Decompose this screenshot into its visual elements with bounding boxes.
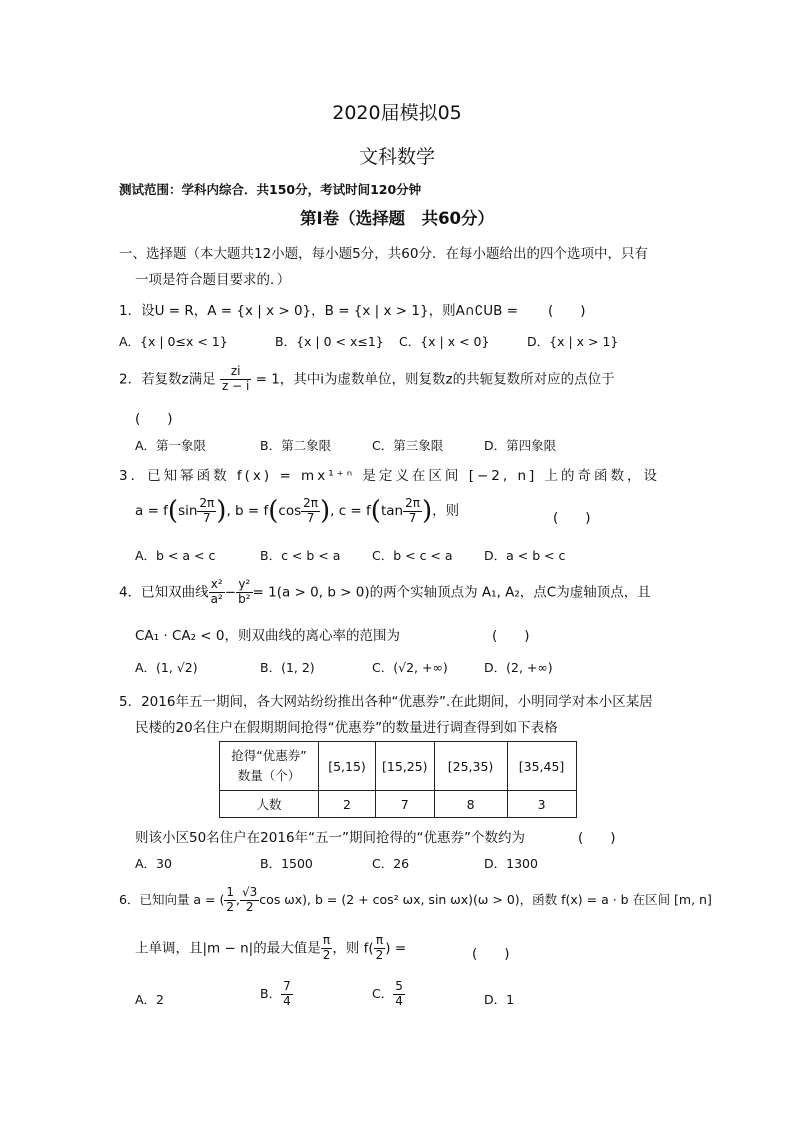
q1-option-d: D．{x | x > 1}: [527, 334, 619, 349]
q1-stem: 1．设U = R，A = {x | x > 0}，B = {x | x > 1}，则A∩∁UB =: [119, 303, 519, 319]
q3-tan: tan: [380, 503, 404, 519]
q3-frac-c-den: 7: [408, 510, 417, 525]
q6-pre: 6．已知向量 a = (: [119, 891, 225, 907]
q6-option-d: D．1: [484, 992, 515, 1007]
q1-option-a: A．{x | 0≤x < 1}: [119, 334, 228, 349]
q6-line2-pre: 上单调，且|m − n|的最大值是: [135, 940, 321, 957]
q3-cos: cos: [278, 503, 302, 519]
test-scope: 测试范围：学科内综合．共150分，考试时间120分钟: [119, 182, 422, 197]
q5-option-c: C．26: [372, 856, 410, 871]
q3-paren-close-c: ): [421, 496, 433, 526]
q5-option-a: A．30: [135, 856, 172, 871]
q4-frac-x-den: a²: [210, 591, 223, 606]
q3-paren-close-b: ): [319, 496, 331, 526]
q3-post: ，则: [432, 503, 460, 519]
table-header-line-1: 抢得“优惠券”: [231, 748, 307, 763]
q6-option-b-den: 4: [283, 993, 291, 1008]
q2-option-c: C．第三象限: [372, 438, 444, 453]
q6-answer-paren: ( ): [472, 946, 510, 962]
table-range-cell: [25,35): [434, 742, 507, 791]
q3-frac-a-den: 7: [203, 510, 211, 525]
q5-stem-line-3: 则该小区50名住户在2016年“五一”期间抢得的“优惠券”个数约为: [135, 830, 526, 846]
q6-line2-post: ) =: [385, 940, 407, 957]
q6-option-a: A．2: [135, 992, 165, 1007]
q6-option-c-frac: [393, 980, 405, 1009]
q6-sep: ,: [236, 891, 241, 907]
q3-answer-paren: ( ): [553, 510, 591, 526]
q3-frac-a-num: 2π: [199, 495, 215, 510]
q5-stem-line-2: 民楼的20名住户在假期期间抢得“优惠券”的数量进行调查得到如下表格: [135, 720, 558, 736]
table-header-cell: [220, 742, 319, 791]
table-count-cell: 3: [507, 791, 576, 818]
q3-paren-open-b: (: [268, 496, 279, 526]
subject-title: 文科数学: [358, 146, 435, 168]
table-count-cell: 2: [319, 791, 376, 818]
table-count-cell: 7: [376, 791, 435, 818]
q5-option-d: D．1300: [484, 856, 538, 871]
table-row: [220, 742, 577, 791]
q3-paren-open-c: (: [370, 496, 381, 526]
table-range-cell: [35,45]: [507, 742, 576, 791]
instructions-line-1: 一、选择题（本大题共12小题，每小题5分，共60分．在每小题给出的四个选项中，只有: [119, 246, 648, 262]
q6-option-c-num: 5: [395, 979, 403, 993]
table-range-cell: [5,15): [319, 742, 376, 791]
q6-stem-line-1: [119, 886, 712, 915]
q6-frac-sqrt3: [240, 886, 259, 915]
q3-b-pre: , b = f: [226, 503, 269, 519]
q6-option-c-den: 4: [395, 993, 403, 1008]
q6-frac-pi-den: 2: [322, 947, 331, 962]
q2-stem: [119, 365, 615, 394]
q5-answer-paren: ( ): [578, 830, 616, 846]
q4-frac-y: [236, 578, 252, 607]
q6-option-b-frac: [281, 980, 293, 1009]
q3-option-d: D．a < b < c: [484, 548, 566, 563]
table-count-cell: 8: [434, 791, 507, 818]
q3-frac-b: [301, 497, 320, 526]
q3-stem-line-1: 3．已知幂函数 f(x) = mx¹⁺ⁿ 是定义在区间 [−2, n] 上的奇函数，设: [119, 468, 661, 484]
page-title: 2020届模拟05: [332, 102, 462, 124]
q3-frac-b-den: 7: [306, 510, 315, 525]
q4-option-d: D．(2, +∞): [484, 660, 553, 675]
q6-frac-half-num: 1: [226, 885, 235, 899]
q6-option-b: [260, 980, 293, 1009]
q4-stem-line-2: CA₁ · CA₂ < 0，则双曲线的离心率的范围为: [135, 628, 401, 644]
table-row: [220, 791, 577, 818]
instructions-line-2: 一项是符合题目要求的．）: [135, 272, 291, 288]
q3-stem-line-2: [135, 496, 459, 526]
q3-paren-close-a: ): [216, 496, 227, 526]
q2-frac-num: zi: [220, 365, 251, 380]
table-range-cell: [15,25): [376, 742, 435, 791]
q3-frac-a: [197, 497, 216, 526]
q4-frac-x: [209, 578, 225, 607]
q6-frac-pi-2: [321, 934, 333, 963]
q2-stem-pre: 2．若复数z满足: [119, 371, 216, 388]
q4-option-b: B．(1, 2): [260, 660, 315, 675]
q1-answer-paren: ( ): [548, 303, 586, 319]
q6-stem-line-2: [135, 934, 406, 963]
q3-option-b: B．c < b < a: [260, 548, 341, 563]
q3-c-pre: , c = f: [330, 503, 371, 519]
q1-option-c: C．{x | x < 0}: [399, 334, 490, 349]
q4-option-c: C．(√2, +∞): [372, 660, 448, 675]
section-title: 第Ⅰ卷（选择题 共60分）: [299, 209, 495, 228]
q4-frac-x-num: x²: [209, 578, 225, 593]
q2-frac-den: z − i: [221, 378, 250, 393]
q4-option-a: A．(1, √2): [135, 660, 198, 675]
q6-line2-mid: ，则 f(: [332, 940, 374, 957]
q6-frac-half-den: 2: [226, 899, 235, 914]
q6-option-b-num: 7: [283, 979, 291, 993]
q6-frac-sqrt3-num: √3: [242, 885, 258, 899]
q2-option-b: B．第二象限: [260, 438, 332, 453]
q1-option-b: B．{x | 0 < x≤1}: [275, 334, 384, 349]
q6-option-c: [372, 980, 405, 1009]
coupon-table: [219, 741, 577, 818]
q6-option-c-label: C．: [372, 985, 394, 1001]
q6-option-b-label: B．: [260, 985, 282, 1001]
q6-post: cos ωx), b = (2 + cos² ωx, sin ωx)(ω > 0)，函数 f(x) = a · b 在区间 [m, n]: [259, 891, 712, 907]
q6-frac-arg-num: π: [374, 934, 386, 949]
q4-post: = 1(a > 0, b > 0)的两个实轴顶点为 A₁, A₂，点C为虚轴顶点，且: [252, 584, 651, 601]
q6-frac-arg-den: 2: [375, 947, 384, 962]
q5-stem-line-1: 5．2016年五一期间，各大网站纷纷推出各种“优惠券”.在此期间，小明同学对本小区某居: [119, 694, 653, 710]
table-row-label: 人数: [220, 791, 319, 818]
q3-sin: sin: [178, 503, 198, 519]
q2-option-d: D．第四象限: [484, 438, 557, 453]
q5-option-b: B．1500: [260, 856, 313, 871]
q3-frac-b-num: 2π: [303, 495, 318, 510]
q3-option-c: C．b < c < a: [372, 548, 453, 563]
q6-frac-pi-num: π: [321, 934, 333, 949]
q2-option-a: A．第一象限: [135, 438, 207, 453]
q6-frac-arg: [374, 934, 386, 963]
q3-frac-c: [403, 497, 422, 526]
table-header-line-2: 数量（个）: [237, 768, 301, 783]
q2-stem-post: = 1，其中i为虚数单位，则复数z的共轭复数所对应的点位于: [255, 371, 615, 388]
q3-option-a: A．b < a < c: [135, 548, 216, 563]
q4-pre: 4．已知双曲线: [119, 584, 209, 601]
q4-stem-line-1: [119, 578, 651, 607]
q3-paren-open-a: (: [167, 496, 179, 526]
q6-frac-half: [224, 886, 236, 915]
q2-answer-paren: ( ): [135, 411, 173, 427]
q4-frac-y-den: b²: [238, 591, 251, 606]
q6-frac-sqrt3-den: 2: [245, 899, 254, 914]
q3-frac-c-num: 2π: [405, 495, 420, 510]
q4-frac-y-num: y²: [236, 578, 252, 593]
q4-answer-paren: ( ): [492, 628, 530, 644]
q2-fraction: [220, 365, 251, 394]
q4-minus: −: [224, 584, 237, 601]
q3-a-pre: a = f: [135, 503, 168, 519]
